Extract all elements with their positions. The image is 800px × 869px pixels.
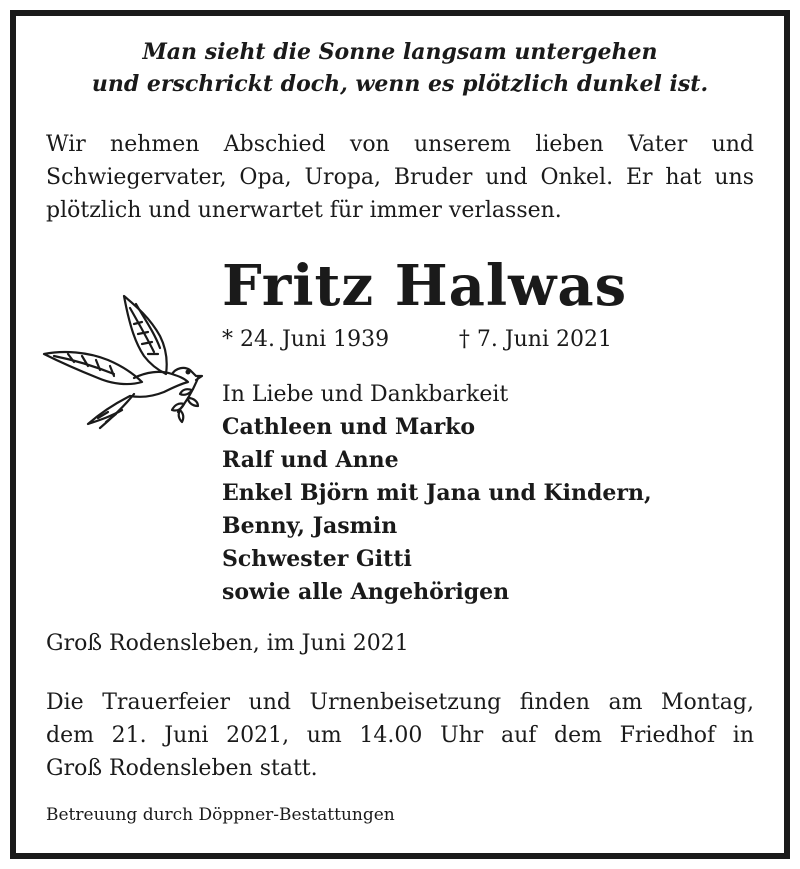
death-date: † 7. Juni 2021 bbox=[458, 327, 612, 352]
service-line-2: dem 21. Juni 2021, um 14.00 Uhr auf dem Friedhof in bbox=[46, 723, 754, 748]
place-and-date: Groß Rodensleben, im Juni 2021 bbox=[46, 631, 409, 656]
intro-line-2: Schwiegervater, Opa, Uropa, Bruder und Onkel. Er hat uns bbox=[46, 165, 754, 190]
motto-line-2: und erschrickt doch, wenn es plötzlich dunkel ist. bbox=[91, 71, 709, 97]
service-line-1: Die Trauerfeier und Urnenbeisetzung finden am Montag, bbox=[46, 690, 754, 715]
intro-line-1: Wir nehmen Abschied von unserem lieben Vater und bbox=[46, 132, 754, 157]
deceased-name: Fritz Halwas bbox=[222, 253, 628, 319]
mourner-line: Ralf und Anne bbox=[222, 447, 399, 473]
mourners-block bbox=[222, 378, 652, 609]
intro-line-3: plötzlich und unerwartet für immer verlassen. bbox=[46, 198, 562, 223]
mourner-line: Benny, Jasmin bbox=[222, 513, 398, 539]
motto bbox=[16, 36, 784, 100]
service-line-3: Groß Rodensleben statt. bbox=[46, 756, 318, 781]
mourner-line: Cathleen und Marko bbox=[222, 414, 476, 440]
birth-date: * 24. Juni 1939 bbox=[222, 327, 390, 352]
mourners-heading: In Liebe und Dankbarkeit bbox=[222, 382, 509, 407]
mourner-line: Schwester Gitti bbox=[222, 546, 412, 572]
funeral-service-info bbox=[46, 686, 754, 785]
motto-line-1: Man sieht die Sonne langsam untergehen bbox=[142, 39, 658, 65]
dove-with-olive-branch-icon bbox=[38, 278, 214, 430]
funeral-home-credit: Betreuung durch Döppner-Bestattungen bbox=[46, 805, 395, 825]
mourner-line: Enkel Björn mit Jana und Kindern, bbox=[222, 480, 652, 506]
intro-text bbox=[46, 128, 754, 227]
obituary-notice bbox=[10, 10, 790, 859]
mourner-line: sowie alle Angehörigen bbox=[222, 579, 510, 605]
